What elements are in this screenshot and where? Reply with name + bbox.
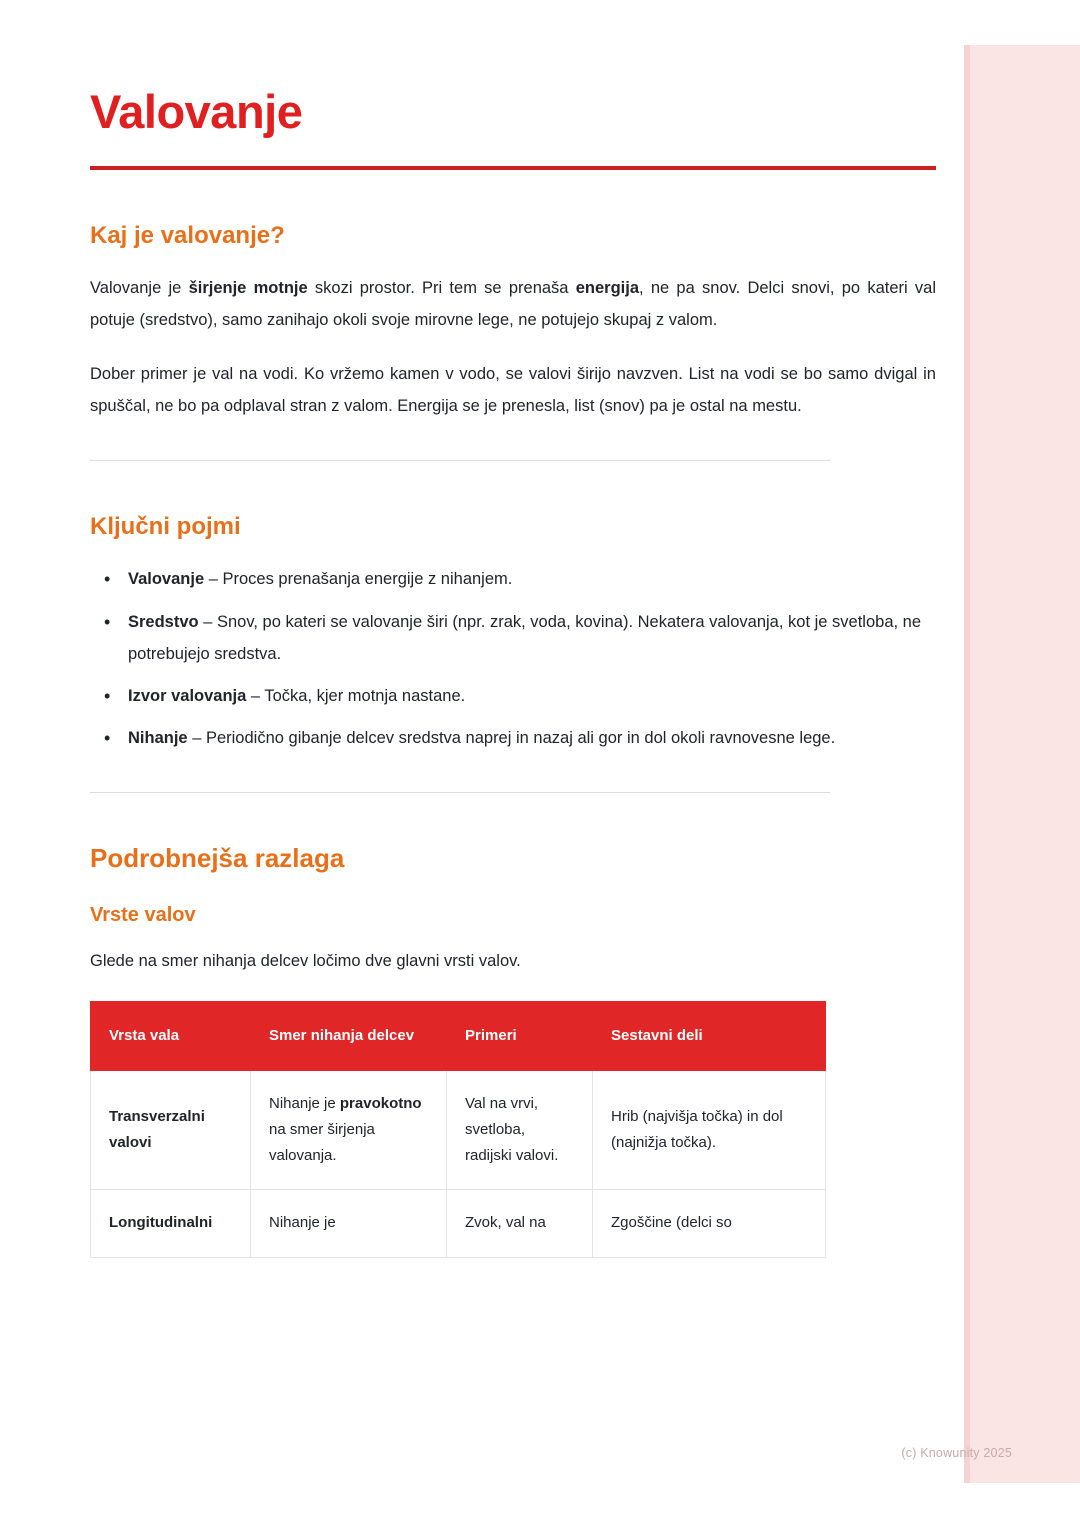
document-content bbox=[90, 0, 936, 1258]
key-term-dash: – bbox=[204, 570, 223, 589]
intro-bold-energy: energija bbox=[575, 278, 639, 297]
section-heading-key-terms: Ključni pojmi bbox=[90, 513, 241, 541]
key-terms-list bbox=[90, 563, 936, 754]
direction-text-c: na smer širjenja valovanja. bbox=[269, 1120, 375, 1165]
section-heading-detailed-explanation: Podrobnejša razlaga bbox=[90, 843, 345, 874]
title-divider bbox=[90, 166, 936, 170]
key-term-dash: – bbox=[198, 612, 217, 631]
key-term-definition: Periodično gibanje delcev sredstva naprej in nazaj ali gor in dol okoli ravnovesne lege. bbox=[205, 729, 836, 748]
intro-text-1a: Valovanje je bbox=[90, 278, 189, 297]
table-header-cell: Sestavni deli bbox=[593, 1002, 826, 1070]
key-term-definition: Proces prenašanja energije z nihanjem. bbox=[222, 570, 513, 589]
table-cell-wave-type: Longitudinalni bbox=[91, 1190, 251, 1257]
key-term-label: Izvor valovanja bbox=[128, 686, 247, 705]
table-row bbox=[91, 1070, 826, 1190]
intro-text-1c: skozi prostor. Pri tem se prenaša bbox=[307, 278, 576, 297]
table-cell-parts: Hrib (najvišja točka) in dol (najnižja točka). bbox=[593, 1070, 826, 1190]
intro-paragraph-1 bbox=[90, 272, 936, 336]
intro-text-1e: , ne pa snov. Delci snovi, po kateri val potuje (sredstvo), samo zanihajo okoli svoje mirovne lege, ne potujejo skupaj z valom. bbox=[90, 278, 936, 329]
table-cell-direction bbox=[251, 1070, 447, 1190]
table-cell-examples: Zvok, val na bbox=[447, 1190, 593, 1257]
decorative-right-strip-edge bbox=[964, 45, 970, 1483]
table-header-cell: Vrsta vala bbox=[91, 1002, 251, 1070]
key-term-label: Sredstvo bbox=[128, 612, 199, 631]
section-divider-1 bbox=[90, 460, 830, 461]
subsection-heading-wave-types: Vrste valov bbox=[90, 904, 196, 927]
key-term-definition: Snov, po kateri se valovanje širi (npr. zrak, voda, kovina). Nekatera valovanja, kot je svetloba, ne potrebujejo sredstva. bbox=[128, 612, 922, 663]
key-term-label: Valovanje bbox=[128, 570, 205, 589]
direction-text-a: Nihanje je bbox=[269, 1214, 336, 1232]
direction-text-a: Nihanje je bbox=[269, 1094, 340, 1112]
table-cell-wave-type: Transverzalni valovi bbox=[91, 1070, 251, 1190]
direction-bold: pravokotno bbox=[339, 1094, 422, 1112]
key-term-definition: Točka, kjer motnja nastane. bbox=[264, 686, 466, 705]
section-divider-2 bbox=[90, 792, 830, 793]
table-header-row bbox=[91, 1002, 826, 1070]
key-term-dash: – bbox=[187, 729, 206, 748]
intro-bold-spreading: širjenje motnje bbox=[188, 278, 308, 297]
wave-types-intro: Glede na smer nihanja delcev ločimo dve glavni vrsti valov. bbox=[90, 952, 521, 971]
page-title: Valovanje bbox=[90, 85, 303, 138]
list-item bbox=[126, 563, 936, 595]
key-term-label: Nihanje bbox=[128, 729, 188, 748]
table-header-cell: Primeri bbox=[447, 1002, 593, 1070]
list-item bbox=[126, 722, 936, 754]
table-cell-examples: Val na vrvi, svetloba, radijski valovi. bbox=[447, 1070, 593, 1190]
table-header-cell: Smer nihanja delcev bbox=[251, 1002, 447, 1070]
intro-paragraph-2: Dober primer je val na vodi. Ko vržemo kamen v vodo, se valovi širijo navzven. List na vodi se bo samo dvigal in spuščal, ne bo pa odplaval stran z valom. Energija se je prenesla, list (snov) pa je ostal na mestu. bbox=[90, 365, 936, 416]
table-row bbox=[91, 1190, 826, 1257]
table-cell-parts: Zgoščine (delci so bbox=[593, 1190, 826, 1257]
footer-copyright: (c) Knowunity 2025 bbox=[901, 1446, 1012, 1460]
list-item bbox=[126, 680, 936, 712]
table-cell-direction bbox=[251, 1190, 447, 1257]
decorative-right-strip bbox=[970, 45, 1080, 1483]
list-item bbox=[126, 606, 936, 670]
wave-types-table bbox=[90, 1001, 826, 1257]
section-heading-what-is-waving: Kaj je valovanje? bbox=[90, 221, 285, 249]
key-term-dash: – bbox=[246, 686, 265, 705]
